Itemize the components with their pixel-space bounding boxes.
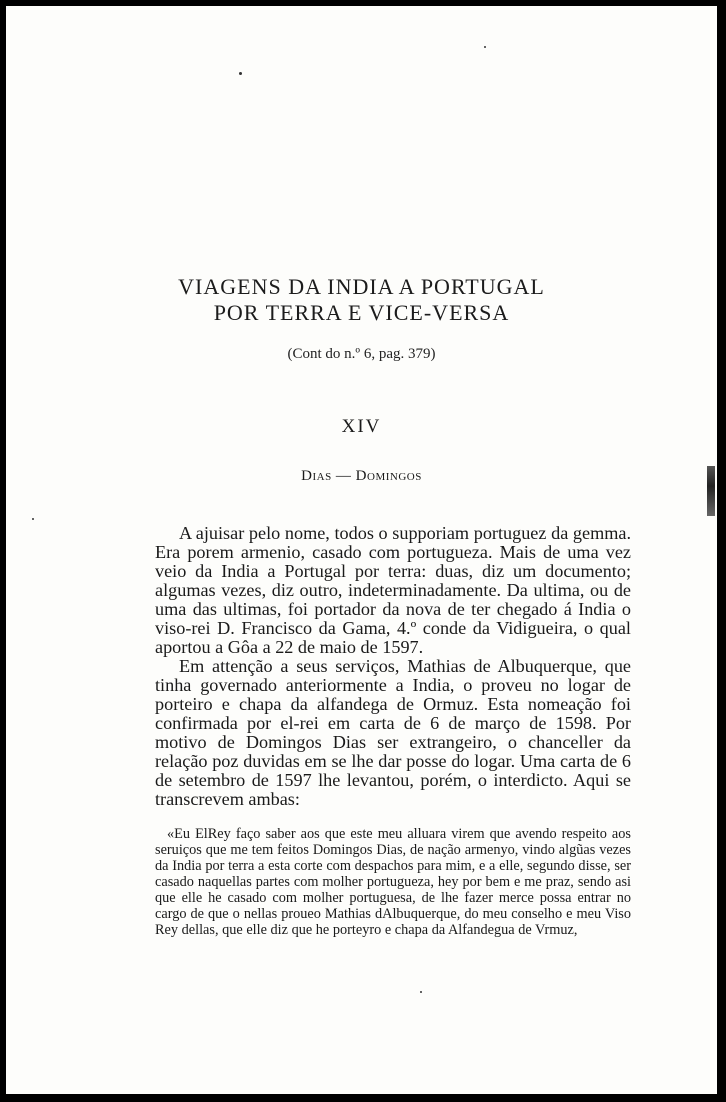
- title-line-1: VIAGENS DA INDIA A PORTUGAL: [178, 274, 545, 299]
- scan-speck: [484, 46, 486, 48]
- body-text: [155, 524, 631, 809]
- section-subheading: Dias — Domingos: [301, 468, 422, 484]
- paragraph-2: Em attenção a seus serviços, Mathias de Albuquerque, que tinha governado anteriormente a India, o proveu no logar de porteiro e chapa da alfandega de Ormuz. Esta nomeação foi confirmada por el-rei em carta de 6 de março de 1598. Por motivo de Domingos Dias ser extrangeiro, o chanceller da relação poz duvidas em se lhe dar posse do logar. Uma carta de 6 de setembro de 1597 lhe levantou, porém, o interdicto. Aqui se transcrevem ambas:: [155, 656, 631, 809]
- quoted-document: [155, 826, 631, 938]
- scan-edge-mark: [707, 466, 715, 516]
- scan-speck: [420, 991, 422, 993]
- quote-paragraph: «Eu ElRey faço saber aos que este meu alluara virem que avendo respeito aos seruiços que me tem feitos Domingos Dias, de nação armenyo, vindo algũas vezes da India por terra a esta corte com despachos para mim, e a elle, segundo disse, ser casado naquellas partes com molher portugueza, hey por bem e me praz, sendo asi que elle he casado com molher portuguesa, de lhe fazer merce possa entrar no cargo de que o nellas proueo Mathias dAlbuquerque, do meu conselho e meu Viso Rey dellas, que elle diz que he porteyro e chapa da Alfandegua de Vrmuz,: [155, 826, 631, 938]
- scan-speck: [239, 72, 242, 75]
- continuation-note: (Cont do n.º 6, pag. 379): [287, 346, 436, 362]
- scan-speck: [32, 518, 34, 520]
- chapter-number: XIV: [341, 416, 382, 437]
- paragraph-1: A ajuisar pelo nome, todos o supporiam portuguez da gemma. Era porem armenio, casado com portugueza. Mais de uma vez veio da India a Portugal por terra: duas, diz um documento; algumas vezes, diz outro, indeterminadamente. Da ultima, ou de uma das ultimas, foi portador da nova de ter chegado á India o viso-rei D. Francisco da Gama, 4.º conde da Vidigueira, o qual aportou a Gôa a 22 de maio de 1597.: [155, 523, 631, 657]
- document-page: [6, 6, 717, 1094]
- title-line-2: POR TERRA E VICE-VERSA: [213, 300, 510, 325]
